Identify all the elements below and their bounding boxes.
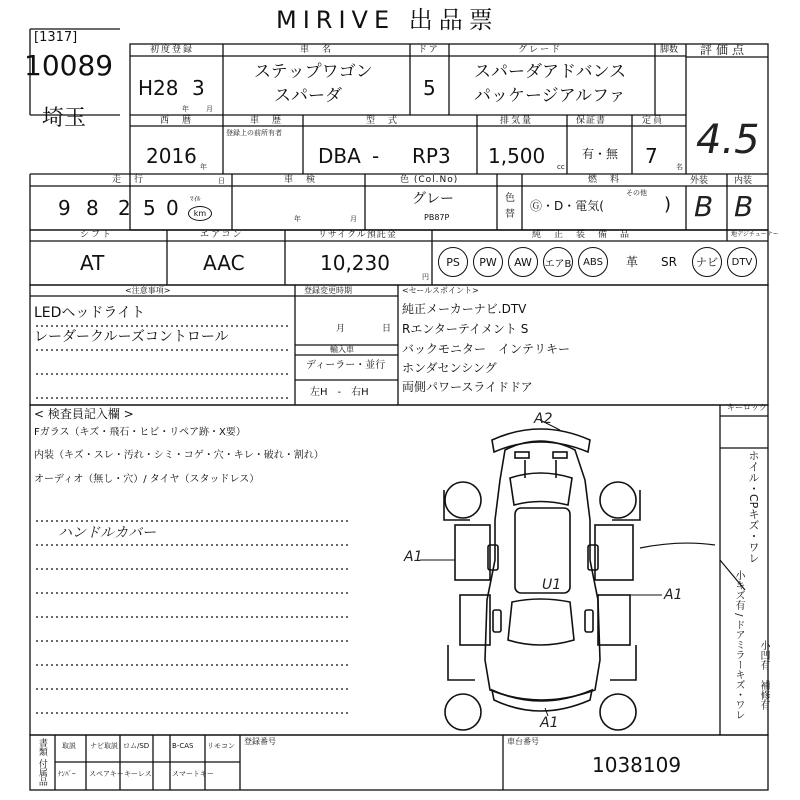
- inspector-line-2: 内装（キズ・スレ・汚れ・シミ・コゲ・穴・キレ・破れ・割れ）: [34, 450, 324, 461]
- reg-change-label: 登録変更時期: [304, 286, 352, 295]
- mileage-digit-2: 8: [86, 196, 99, 220]
- type-code: RP3: [412, 144, 451, 168]
- caution-line-1: LEDヘッドライト: [34, 305, 146, 321]
- era-year: H28: [138, 76, 179, 100]
- reg-number-label: 登録番号: [244, 737, 276, 746]
- lot-prefix: [1317]: [34, 30, 78, 45]
- model-line1: ステップワゴン: [254, 62, 373, 82]
- person-unit: 名: [676, 163, 683, 171]
- color-label: 色 (Col.No): [400, 175, 459, 185]
- mileage-digit-5: 0: [166, 196, 179, 220]
- displacement-label: 排気量: [500, 116, 534, 126]
- chassis-history-label: 車 歴: [250, 116, 284, 126]
- grade-line1: スパーダアドバンス: [474, 62, 627, 82]
- caution-line-2: レーダークルーズコントロール: [34, 329, 229, 345]
- reg-month: 3: [192, 76, 205, 100]
- equipment-9: DTV: [727, 247, 757, 277]
- acc-item-4: スマートキー: [172, 770, 214, 778]
- acc-item-2: スペアキー: [89, 770, 124, 778]
- import-type: ディーラー・並行: [306, 360, 386, 371]
- side-text-3: [756, 640, 771, 710]
- model-label: 車 名: [300, 45, 334, 55]
- import-label: 輸入車: [330, 345, 354, 354]
- color-switch-label-1: 色: [505, 193, 515, 204]
- region: 埼玉: [42, 106, 87, 131]
- mile-unit: ﾏｲﾙ: [190, 195, 201, 203]
- western-year-label: 西 暦: [160, 116, 194, 126]
- inspector-line-1: Fガラス（キズ・飛石・ヒビ・リペア跡・X要）: [34, 427, 246, 438]
- interior-label: 内装: [734, 176, 753, 186]
- handle-side: 左H - 右H: [310, 387, 369, 398]
- doors: 5: [423, 76, 436, 100]
- warranty-label: 保証書: [576, 116, 607, 126]
- chassis-number: 1038109: [592, 753, 682, 777]
- side-text-3-label: 小凹有 補修有: [758, 640, 769, 710]
- exterior-label: 外装: [690, 176, 709, 186]
- mileage-digit-3: 2: [118, 196, 131, 220]
- model-line2: スパーダ: [274, 86, 342, 106]
- inspector-label: < 検査員記入欄 >: [34, 407, 134, 421]
- doors-label: ドア: [418, 45, 440, 55]
- first-reg-label: 初度登録: [150, 45, 195, 55]
- year-small: 年: [182, 105, 189, 113]
- shift-label: シフト: [80, 230, 114, 240]
- inspector-line-3: オーディオ（無し・穴）/ タイヤ（スタッドレス）: [34, 474, 260, 485]
- interior-grade: B: [734, 190, 754, 223]
- capacity: 7: [645, 144, 658, 168]
- equipment-2: PW: [473, 247, 503, 277]
- year-small-2: 年: [200, 163, 207, 171]
- side-text-1-label: ホイル・CPキズ・ワレ: [747, 450, 760, 564]
- grade-line2: パッケージアルファ: [474, 86, 626, 106]
- color-code: PB87P: [424, 213, 450, 222]
- mark-a1-right: A1: [664, 587, 683, 603]
- sales-line-1: 純正メーカーナビ.DTV: [402, 302, 527, 316]
- score-label: 評価点: [700, 43, 749, 57]
- footer-side-label-1: 書類: [36, 738, 47, 756]
- sales-line-4: ホンダセンシング: [402, 361, 497, 375]
- doc-item-3: ロム/SD: [123, 742, 150, 750]
- western-year: 2016: [146, 144, 197, 168]
- mileage-digit-1: 9: [58, 196, 71, 220]
- footer-side-label: [36, 738, 46, 786]
- grade-label: グレード: [518, 45, 563, 55]
- color: グレー: [412, 191, 454, 207]
- displacement: 1,500: [488, 144, 546, 168]
- mark-u1: U1: [542, 577, 562, 593]
- type-dash: -: [372, 144, 380, 168]
- mark-a2: A2: [534, 411, 553, 427]
- fuel-label: 燃 料: [588, 175, 622, 185]
- equipment-6: 革: [626, 255, 639, 269]
- count-label: 脚数: [660, 45, 679, 55]
- key-lock-label: キーロック: [727, 403, 767, 412]
- inspection-year: 年: [294, 215, 301, 223]
- mark-a1-rear: A1: [540, 715, 559, 731]
- equipment-8: ナビ: [692, 247, 722, 277]
- inspection-label: 車 検: [284, 175, 318, 185]
- equipment-label: 純 正 装 備 品: [532, 230, 632, 240]
- sales-line-5: 両側パワースライドドア: [402, 380, 533, 394]
- cc-unit: cc: [557, 163, 565, 171]
- sales-label: <セールスポイント>: [402, 286, 479, 295]
- mileage-label: 走 行: [112, 175, 146, 185]
- mark-a1-left: A1: [404, 549, 423, 565]
- reg-change-day: 日: [382, 324, 392, 334]
- equipment-5: ABS: [578, 247, 608, 277]
- shift: AT: [80, 251, 105, 275]
- score-value: 4.5: [696, 117, 760, 163]
- warranty: 有・無: [582, 147, 619, 161]
- fuel-other: その他: [626, 189, 647, 197]
- inspection-day: 日: [218, 177, 225, 185]
- type-prefix: DBA: [318, 144, 361, 168]
- chassis-number-label: 車台番号: [507, 737, 539, 746]
- type-label: 型 式: [366, 116, 400, 126]
- equipment-1: PS: [438, 247, 468, 277]
- acc-item-1: ﾅﾝﾊﾞｰ: [58, 770, 76, 778]
- km-unit-circle: [188, 206, 212, 221]
- sales-line-2: Rエンターテイメント S: [402, 322, 529, 336]
- mileage-digit-4: 5: [143, 196, 156, 220]
- caution-label: <注意事項>: [125, 286, 171, 295]
- exterior-grade: B: [694, 190, 714, 223]
- yen-unit: 円: [422, 273, 429, 281]
- sales-line-3: バックモニター インテリキー: [402, 342, 571, 356]
- footer-side-label-2: 付属品: [36, 758, 47, 786]
- recycle-fee: 10,230: [320, 251, 390, 275]
- reg-change-month: 月: [336, 324, 346, 334]
- equipment-7: SR: [661, 255, 677, 269]
- doc-item-1: 取説: [62, 742, 76, 750]
- lot-number: 10089: [24, 49, 114, 82]
- month-small: 月: [206, 105, 213, 113]
- km-unit: km: [193, 209, 207, 218]
- equipment-3: AW: [508, 247, 538, 277]
- inspection-month: 月: [350, 215, 357, 223]
- doc-item-2: ナビ取説: [90, 742, 118, 750]
- side-text-2: [731, 570, 746, 720]
- chassis-history-sub: 登録上の前所有者: [226, 129, 282, 137]
- tuner-label: 地デジチューナー: [731, 231, 779, 238]
- ac-label: エアコン: [200, 230, 244, 240]
- car-diagram: [420, 420, 662, 730]
- handwritten-strokes: [640, 543, 745, 590]
- side-text-1: [745, 450, 761, 563]
- doc-item-4: B-CAS: [172, 742, 194, 750]
- fuel-close: ): [664, 194, 672, 215]
- fuel-options: Ⓖ・D・電気(: [530, 199, 604, 213]
- equipment-4: エアB: [543, 247, 573, 277]
- recycle-label: リサイクル預託金: [318, 230, 397, 240]
- form-title: MIRIVE 出品票: [276, 6, 499, 34]
- side-text-2-label: 小キズ有 / ドアミラーキズ・ワレ: [733, 570, 744, 720]
- color-switch-label-2: 替: [505, 209, 515, 220]
- capacity-label: 定員: [642, 116, 665, 126]
- doc-item-5: リモコン: [207, 742, 235, 750]
- ac: AAC: [203, 251, 245, 275]
- handwritten-note: ハンドルカバー: [58, 525, 156, 541]
- acc-item-3: キーレス: [124, 770, 152, 778]
